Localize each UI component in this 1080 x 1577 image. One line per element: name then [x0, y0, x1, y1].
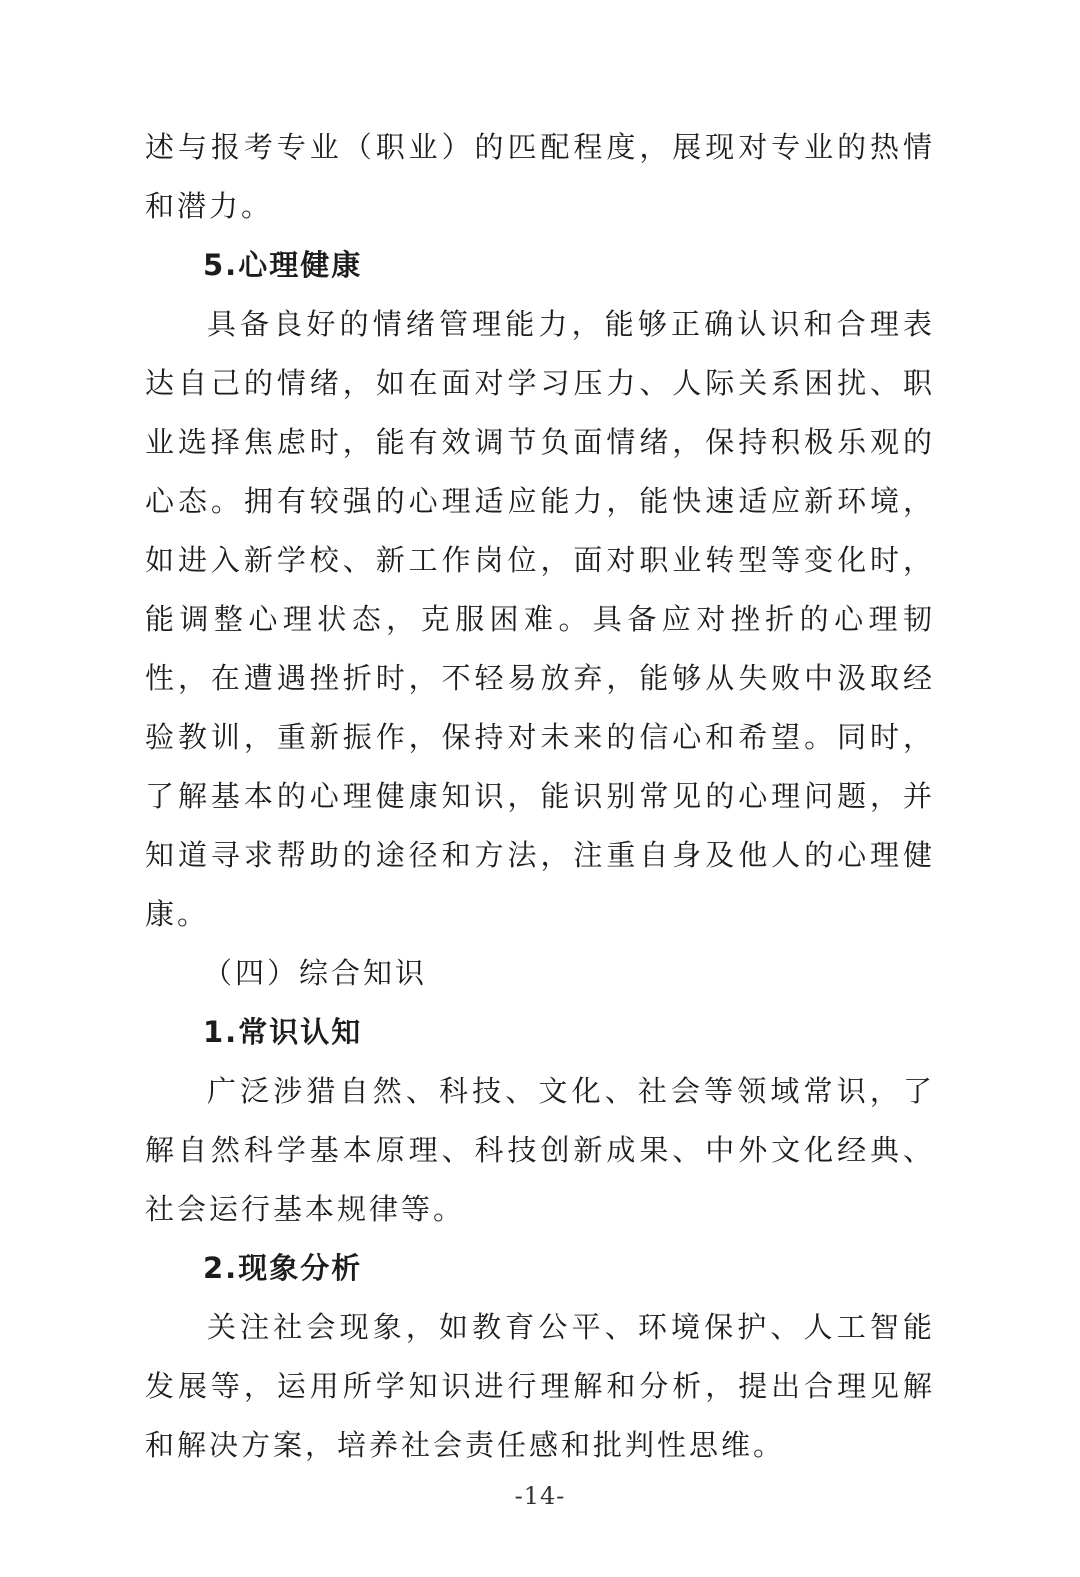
paragraph-mental-health: 具备良好的情绪管理能力，能够正确认识和合理表达自己的情绪，如在面对学习压力、人际关系困扰、职业选择焦虑时，能有效调节负面情绪，保持积极乐观的心态。拥有较强的心理适应能力，能快速适应新环境，如进入新学校、新工作岗位，面对职业转型等变化时，能调整心理状态，克服困难。具备应对挫折的心理韧性，在遭遇挫折时，不轻易放弃，能够从失败中汲取经验教训，重新振作，保持对未来的信心和希望。同时，了解基本的心理健康知识，能识别常见的心理问题，并知道寻求帮助的途径和方法，注重自身及他人的心理健康。	[145, 307, 935, 931]
paragraph-phenomenon-analysis: 关注社会现象，如教育公平、环境保护、人工智能发展等，运用所学知识进行理解和分析，提出合理见解和解决方案，培养社会责任感和批判性思维。	[145, 1310, 935, 1462]
paragraph-common-knowledge: 广泛涉猎自然、科技、文化、社会等领域常识，了解自然科学基本原理、科技创新成果、中外文化经典、社会运行基本规律等。	[145, 1074, 935, 1226]
paragraph-continuation: 述与报考专业（职业）的匹配程度，展现对专业的热情和潜力。	[145, 130, 935, 223]
document-body	[145, 118, 935, 1475]
heading-common-knowledge: 1.常识认知	[203, 1015, 363, 1049]
page-number: -14-	[514, 1482, 566, 1510]
heading-mental-health: 5.心理健康	[203, 248, 363, 282]
section-heading-general-knowledge: （四）综合知识	[203, 956, 428, 990]
heading-phenomenon-analysis: 2.现象分析	[203, 1251, 363, 1285]
